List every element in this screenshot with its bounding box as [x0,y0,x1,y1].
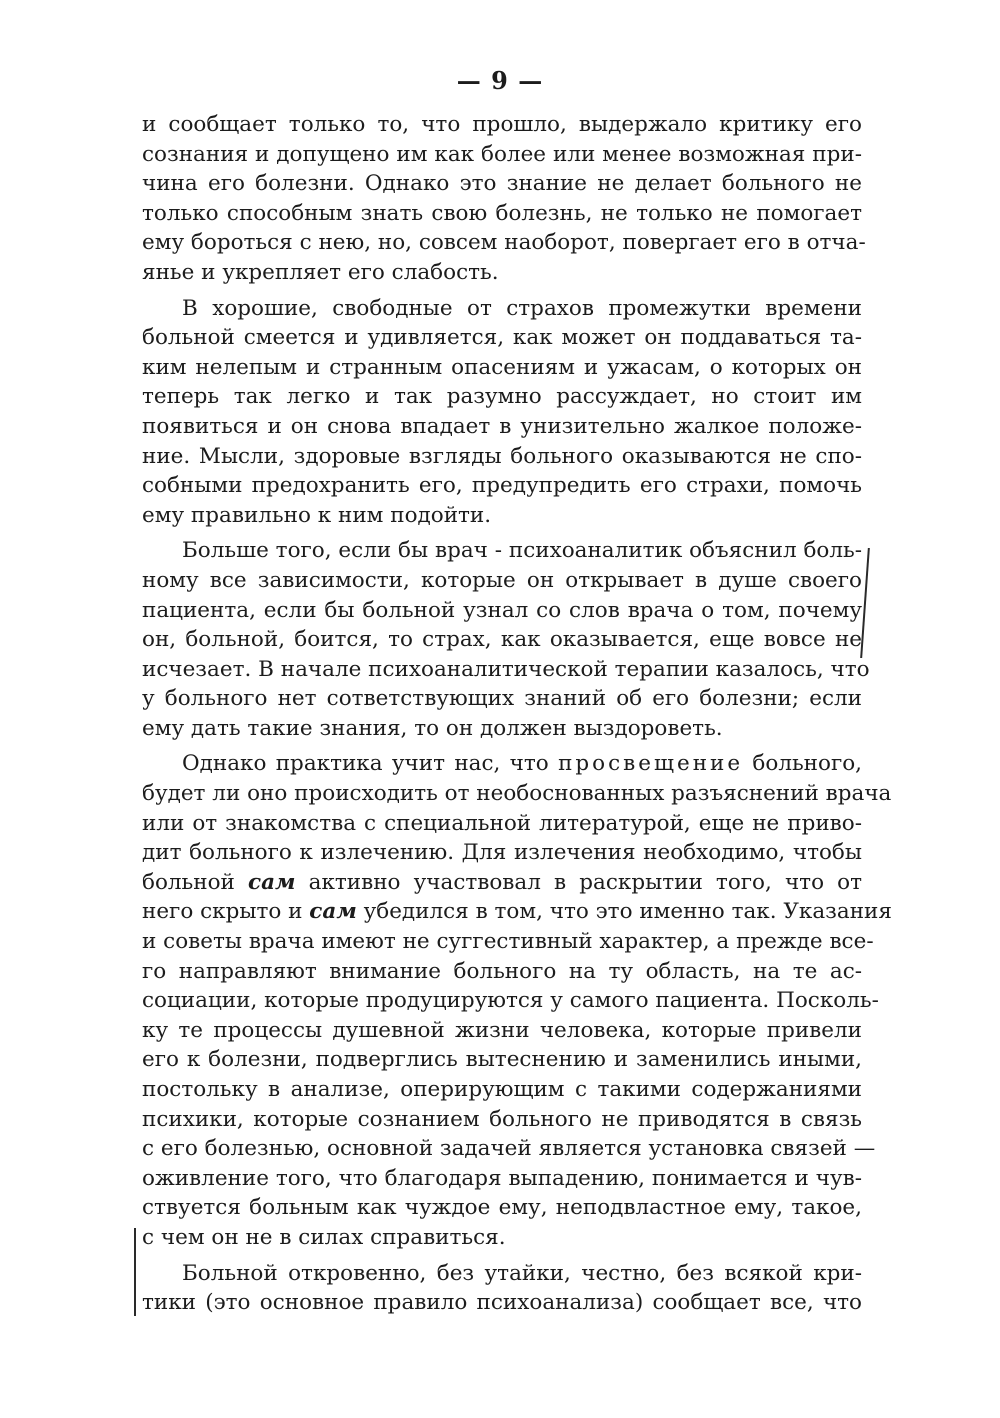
text-line [142,897,892,927]
text-line: тики (это основное правило психоанализа) сообщает все, что [142,1290,862,1316]
paragraph-3 [142,536,870,743]
text-run: больной [142,869,249,895]
text-line: оживление того, что благодаря выпадению, понимается и чув- [142,1165,862,1191]
text-line: В хорошие, свободные от страхов промежутки времени [182,295,862,321]
text-line: пациента, если бы больной узнал со слов врача о том, почему [142,597,862,623]
text-line: появиться и он снова впадает в унизительно жалкое положе- [142,413,862,439]
paragraph-4 [142,749,892,1252]
text-line: больной смеется и удивляется, как может он поддаваться та- [142,325,862,351]
italic-emphasis: сам [309,899,357,925]
text-line: Больше того, если бы врач - психоаналитик объяснил боль- [182,538,862,564]
text-line: ким нелепым и странным опасениям и ужасам, о которых он [142,354,862,380]
text-line: с его болезнью, основной задачей является установка связей — [142,1136,876,1162]
text-run: убедился в том, что это именно так. Указания [356,899,892,925]
text-line: социации, которые продуцируются у самого пациента. Посколь- [142,988,879,1014]
text-line: он, больной, боится, то страх, как оказывается, еще вовсе не [142,627,862,653]
text-line: го направляют внимание больного на ту область, на те ас- [142,958,862,984]
text-line: Больной откровенно, без утайки, честно, без всякой кри- [182,1260,862,1286]
text-line: или от знакомства с специальной литературой, еще не приво- [142,810,862,836]
text-line: ку те процессы душевной жизни человека, которые привели [142,1017,862,1043]
text-line: с чем он не в силах справиться. [142,1224,506,1250]
text-run: активно участвовал в раскрытии того, что от [295,869,862,895]
text-line: ние. Мысли, здоровые взгляды больного оказываются не спо- [142,443,862,469]
paragraph-5 [142,1259,862,1318]
text-line: только способным знать свою болезнь, не только не помогает [142,200,862,226]
margin-pencil-mark-left [134,1228,136,1316]
text-line: теперь так легко и так разумно рассуждает, но стоит им [142,384,862,410]
text-line: его к болезни, подверглись вытеснению и заменились иными, [142,1047,862,1073]
text-line: постольку в анализе, оперирующим с такими содержаниями [142,1077,862,1102]
text-line: сознания и допущено им как более или менее возможная при- [142,141,862,167]
page-number: — 9 — [456,66,544,95]
text-line: будет ли оно происходить от необоснованных разъяснений врача [142,781,892,807]
text-line: чина его болезни. Однако это знание не делает больного не [142,171,862,197]
body-text [142,110,892,1318]
spaced-emphasis: просвещение [558,751,744,777]
text-line: дит больного к излечению. Для излечения необходимо, чтобы [142,840,862,866]
text-line: исчезает. В начале психоаналитической терапии казалось, что [142,656,870,682]
text-line: ему правильно к ним подойти. [142,502,492,528]
text-line: у больного нет сответствующих знаний об его болезни; если [142,686,862,712]
text-line: и сообщает только то, что прошло, выдержало критику его [142,112,862,137]
text-run: него скрыто и [142,899,310,925]
italic-emphasis: сам [248,869,296,895]
text-line: ствуется больным как чуждое ему, неподвластное ему, такое, [142,1195,862,1221]
text-line: ному все зависимости, которые он открывает в душе своего [142,567,862,593]
text-line: ему дать такие знания, то он должен выздороветь. [142,715,723,741]
text-line [142,868,862,898]
paragraph-2 [142,294,862,531]
paragraph-1 [142,110,866,288]
text-line [142,749,862,779]
text-line: психики, которые сознанием больного не приводятся в связь [142,1106,862,1132]
text-run: больного, [743,751,862,777]
text-line: и советы врача имеют не суггестивный характер, а прежде все- [142,929,874,955]
text-line: янье и укрепляет его слабость. [142,259,499,285]
text-line: собными предохранить его, предупредить его страхи, помочь [142,473,862,499]
text-run: Однако практика учит нас, что [182,751,559,777]
text-line: ему бороться с нею, но, совсем наоборот, повергает его в отча- [142,230,866,256]
